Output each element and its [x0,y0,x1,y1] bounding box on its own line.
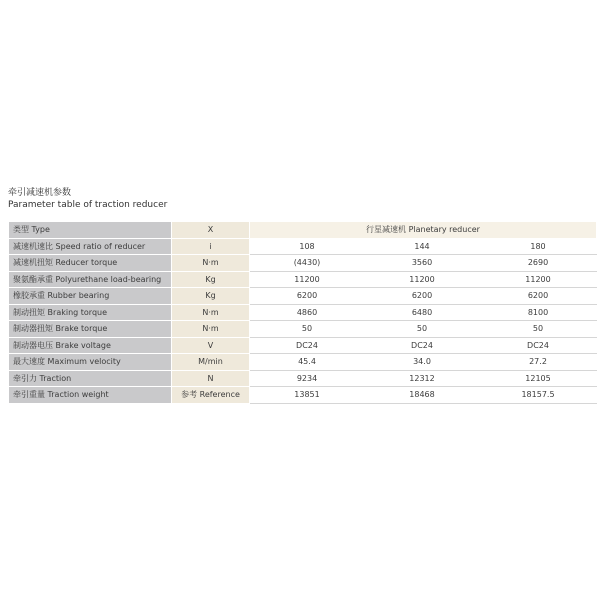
table-row [9,337,597,354]
row-label: 橡胶承重 Rubber bearing [9,288,172,305]
row-value: 50 [250,321,365,338]
row-value: 2690 [480,255,597,272]
row-value: DC24 [250,337,365,354]
row-value: 4860 [250,304,365,321]
row-label: 制动器电压 Brake voltage [9,337,172,354]
header-unit-x: X [172,222,250,239]
row-label: 减速机速比 Speed ratio of reducer [9,238,172,255]
row-value: 11200 [365,271,480,288]
row-value: 6480 [365,304,480,321]
heading-title-cn: 牵引减速机参数 [8,188,72,198]
table-row [9,304,597,321]
row-unit: N·m [172,321,250,338]
row-unit: Kg [172,271,250,288]
row-value: 18468 [365,387,480,404]
row-label: 制动扭矩 Braking torque [9,304,172,321]
row-value: 8100 [480,304,597,321]
header-group-planetary-reducer: 行星减速机 Planetary reducer [250,222,597,239]
row-value: 6200 [365,288,480,305]
row-unit: M/min [172,354,250,371]
table-row [9,387,597,404]
table-header-row [9,222,597,239]
row-label: 牵引重量 Traction weight [9,387,172,404]
row-label: 制动器扭矩 Brake torque [9,321,172,338]
table-row [9,354,597,371]
row-value: 11200 [250,271,365,288]
table-row [9,238,597,255]
row-value: 6200 [480,288,597,305]
row-value: 144 [365,238,480,255]
row-value: 12105 [480,370,597,387]
header-type-label: 类型 Type [9,222,172,239]
row-label: 减速机扭矩 Reducer torque [9,255,172,272]
row-unit: N·m [172,304,250,321]
row-unit: 参考 Reference [172,387,250,404]
row-unit: i [172,238,250,255]
row-value: 50 [480,321,597,338]
row-label: 聚氨酯承重 Polyurethane load-bearing [9,271,172,288]
table-row [9,370,597,387]
row-value: 18157.5 [480,387,597,404]
row-value: DC24 [480,337,597,354]
row-value: 45.4 [250,354,365,371]
row-value: 13851 [250,387,365,404]
row-value: DC24 [365,337,480,354]
parameter-table-body [9,222,597,404]
heading-title-en: Parameter table of traction reducer [8,200,168,210]
row-value: 11200 [480,271,597,288]
table-heading [8,187,167,211]
table-row [9,321,597,338]
row-value: 3560 [365,255,480,272]
row-value: 34.0 [365,354,480,371]
row-value: 12312 [365,370,480,387]
row-unit: V [172,337,250,354]
row-value: 180 [480,238,597,255]
row-value: 9234 [250,370,365,387]
row-label: 最大速度 Maximum velocity [9,354,172,371]
row-unit: N·m [172,255,250,272]
table-row [9,288,597,305]
row-value: 6200 [250,288,365,305]
row-unit: Kg [172,288,250,305]
table-row [9,271,597,288]
parameter-table [8,221,597,404]
row-unit: N [172,370,250,387]
row-label: 牵引力 Traction [9,370,172,387]
row-value: 108 [250,238,365,255]
row-value: 50 [365,321,480,338]
row-value: (4430) [250,255,365,272]
table-row [9,255,597,272]
row-value: 27.2 [480,354,597,371]
